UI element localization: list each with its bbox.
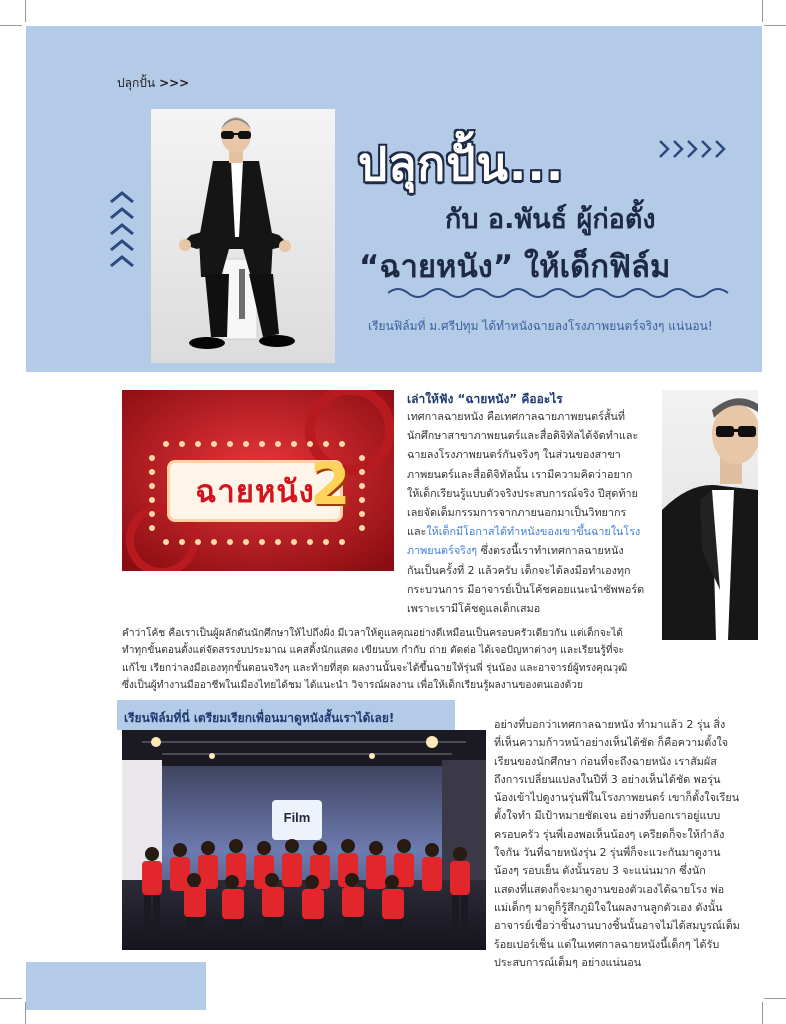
chevron-right-stack-icon <box>657 138 731 164</box>
hero-portrait-photo <box>151 109 335 363</box>
stage-sign: Film <box>283 810 311 825</box>
body-line: ประสบการณ์เต็มๆ อย่างแน่นอน <box>494 955 642 969</box>
poster-title: ฉายหนัง <box>195 474 315 510</box>
section-heading-what-is: เล่าให้ฟัง “ฉายหนัง” คืออะไร <box>407 392 563 406</box>
body-line: นักศึกษาสาขาภาพยนตร์และสื่อดิจิทัลได้จัดทำและ <box>407 429 639 443</box>
crop-mark <box>764 998 786 999</box>
group-photo <box>122 730 486 950</box>
hero-subtitle: เรียนฟิล์มที่ ม.ศรีปทุม ได้ทำหนังฉายลงโรงภาพยนตร์จริงๆ แน่นอน! <box>368 319 713 333</box>
crop-mark <box>764 25 786 26</box>
man-portrait-illustration <box>662 390 758 640</box>
poster-number: 2 <box>310 450 351 518</box>
body-line: ครอบครัว รุ่นพี่เองพอเห็นน้องๆ เครียดก็จะให้กำลัง <box>494 827 725 841</box>
hero-title-line-1: ปลุกปั้น... <box>358 137 565 191</box>
body-text-fragment: ซึ่งตรงนี้เราทำเทศกาลฉายหนัง <box>477 544 624 558</box>
body-line: ให้เด็กเรียนรู้แบบตัวจริงประสบการณ์จริง ปีสุดท้าย <box>407 486 638 500</box>
body-line: กระบวนการ มีอาจารย์เป็นโค้ชคอยแนะนำซัพพอร์ต <box>407 582 645 596</box>
body-line: อาจารย์เชื่อว่าชิ้นงานบางชิ้นนั้นอาจไม่ได้สมบูรณ์เต็ม <box>494 919 740 933</box>
body-line: ภาพยนตร์และสื่อดิจิทัลนั้น เรามีความคิดว่าอยาก <box>407 467 633 481</box>
section-kicker <box>117 74 189 93</box>
body-line: ทำทุกขั้นตอนตั้งแต่จัดสรรงบประมาณ แคสติ้งนักแสดง เขียนบท กำกับ ถ่าย ตัดต่อ ได้เจอปัญหาต่างๆ และเรียนรู้ที่จะ <box>122 645 624 657</box>
body-line: กันเป็นครั้งที่ 2 แล้วครับ เด็กจะได้ลงมือทำเองทุก <box>407 563 631 577</box>
body-line: ซึ่งเป็นผู้ทำงานมืออาชีพในเมืองไทยได้ชม ได้แนะนำ วิจารณ์ผลงาน เพื่อให้เด็กเรียนรู้ผลงานของตนเองด้วย <box>122 680 583 692</box>
body-line: น้องเข้าไปดูงานรุ่นพี่ในโรงภาพยนตร์ เขาก็ตั้งใจเรียน <box>494 791 740 805</box>
crop-mark <box>0 998 22 999</box>
crop-mark <box>762 1002 763 1024</box>
body-text-fragment: และ <box>407 525 427 539</box>
crop-mark <box>0 25 22 26</box>
crop-mark <box>762 0 763 22</box>
body-line: ถึงการเปลี่ยนแปลงในปีที่ 3 อย่างเห็นได้ชัด พอรุ่น <box>494 772 721 786</box>
body-line-highlight <box>407 522 659 541</box>
body-line: ร้อยเปอร์เซ็น แต่ในเทศกาลฉายหนังนี้เด็กๆ ได้รับ <box>494 937 720 951</box>
kicker-label: ปลุกปั้น <box>117 76 156 90</box>
body-line: ตั้งใจทำ มีเป้าหมายชัดเจน อย่างที่บอกเราอยู่แบบ <box>494 809 721 823</box>
chevron-up-stack-icon <box>108 190 136 268</box>
coach-paragraph <box>122 625 662 695</box>
body-line: ฉายลงโรงภาพยนตร์กันจริงๆ ในส่วนของสาขา <box>407 448 621 462</box>
body-line: เรียนของนักศึกษา ก่อนที่จะถึงฉายหนัง เราสัมผัส <box>494 754 717 768</box>
section2-band-title: เรียนฟิล์มที่นี่ เตรียมเรียกเพื่อนมาดูหนังสั้นเราได้เลย! <box>124 711 395 725</box>
wavy-divider <box>388 285 738 301</box>
man-seated-illustration <box>151 109 335 363</box>
body-line: ใจกัน วันที่ฉายหนังรุ่น 2 รุ่นพี่ก็จะแวะกันมาดูงาน <box>494 846 721 860</box>
body-line-highlight <box>407 541 659 560</box>
section2-body <box>494 716 760 972</box>
body-line: เทศกาลฉายหนัง คือเทศกาลฉายภาพยนตร์สั้นที่ <box>407 410 626 423</box>
highlighted-text: ให้เด็กมีโอกาสได้ทำหนังของเขาขึ้นฉายในโรง <box>426 525 641 539</box>
body-line: น้องๆ รอบเย็น ดังนั้นรอบ 3 จะแน่นมาก ซึ่งนัก <box>494 864 706 878</box>
crop-mark <box>25 0 26 22</box>
hero-title-line-3: “ฉายหนัง” ให้เด็กฟิล์ม <box>359 249 671 285</box>
body-line: แก้ไข เรียกว่าลงมือเองทุกขั้นตอนจริงๆ และท้ายที่สุด ผลงานนั้นจะได้ขึ้นฉายให้รุ่นพี่ รุ่นน้อง และอาจารย์ผู้ทรงคุณวุฒิ <box>122 662 628 674</box>
section1-body <box>407 407 659 618</box>
body-line: อย่างที่บอกว่าเทศกาลฉายหนัง ทำมาแล้ว 2 รุ่น สิ่ง <box>494 718 726 731</box>
body-line: เลยจัดเต็มกรรมการจากภายนอกมาเป็นวิทยากร <box>407 506 627 520</box>
body-line: แม่เด็กๆ มาดูก็รู้สึกภูมิใจในผลงานลูกตัวเอง ดังนั้น <box>494 900 723 914</box>
body-line: ที่เห็นความก้าวหน้าอย่างเห็นได้ชัด ก็คือความตั้งใจ <box>494 736 729 750</box>
body-line: เพราะเรามีโค้ชดูแลเด็กเสมอ <box>407 602 541 616</box>
body-line: คำว่าโค้ช คือเราเป็นผู้ผลักดันนักศึกษาให้ไปถึงฝั่ง มีเวลาให้ดูแลคุณอย่างดีเหมือนเป็นครอบครัวเดียวกัน แต่เด็กจะได้ <box>122 628 623 639</box>
kicker-arrows: >>> <box>159 76 190 90</box>
footer-band <box>26 962 206 1010</box>
side-portrait-photo <box>662 390 758 640</box>
hero-title-line-2: กับ อ.พันธ์ ผู้ก่อตั้ง <box>445 204 656 235</box>
highlighted-text: ภาพยนตร์จริงๆ <box>407 544 478 558</box>
body-line: แสดงที่แสดงก็จะมาดูงานของตัวเองได้ฉายโรง พ่อ <box>494 882 725 896</box>
festival-poster-image <box>122 390 394 571</box>
